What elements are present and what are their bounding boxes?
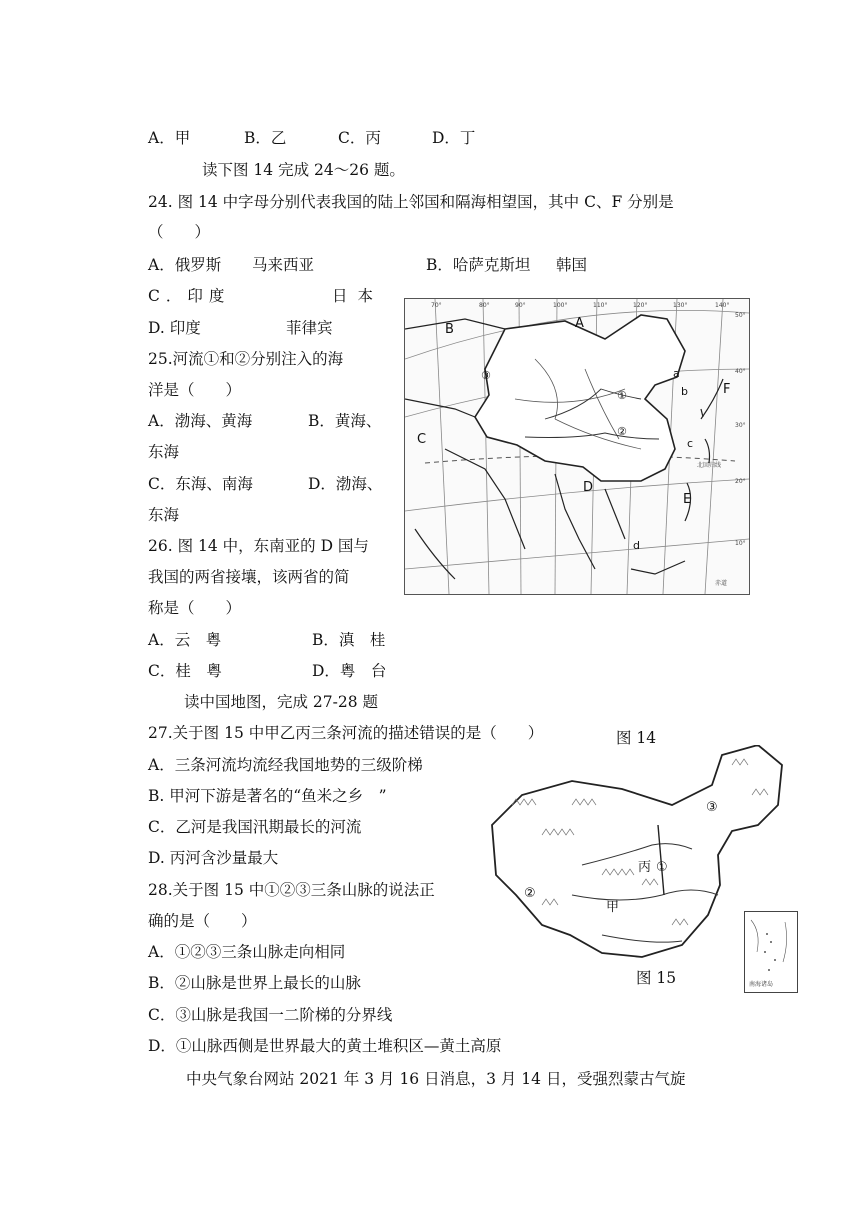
- q25-stem-line2: 洋是（ ）: [148, 381, 242, 399]
- q24-option-b-label: B．哈萨克斯坦: [426, 256, 531, 274]
- svg-text:③: ③: [481, 369, 491, 382]
- svg-text:③: ③: [706, 800, 718, 815]
- q28-option-b: B．②山脉是世界上最长的山脉: [148, 974, 361, 992]
- q27-option-b: B. 甲河下游是著名的“鱼米之乡 ”: [148, 787, 387, 805]
- svg-text:110°: 110°: [593, 302, 608, 309]
- svg-text:10°: 10°: [735, 540, 746, 547]
- q28-option-d: D．①山脉西侧是世界最大的黄土堆积区—黄土高原: [148, 1037, 502, 1055]
- figure-15-caption: 图 15: [636, 969, 677, 987]
- q25-option-b: B．黄海、: [308, 412, 382, 430]
- q24-option-d-value: 菲律宾: [286, 319, 333, 337]
- q24-option-d-label: D. 印度: [148, 319, 201, 337]
- q23-option-b: B．乙: [244, 129, 287, 147]
- svg-text:D: D: [583, 480, 594, 495]
- q24-option-b-value: 韩国: [556, 256, 588, 274]
- svg-text:②: ②: [617, 425, 627, 438]
- q25-option-c: C．东海、南海: [148, 475, 253, 493]
- q27-option-c: C．乙河是我国汛期最长的河流: [148, 818, 362, 836]
- q28-stem-line2: 确的是（ ）: [148, 912, 257, 930]
- svg-text:120°: 120°: [633, 302, 648, 309]
- q26-option-d: D．粤 台: [312, 662, 387, 680]
- svg-text:90°: 90°: [515, 302, 526, 309]
- q26-stem-line2: 我国的两省接壤，该两省的简: [148, 568, 350, 586]
- svg-text:20°: 20°: [735, 478, 746, 485]
- svg-text:①: ①: [656, 860, 668, 875]
- svg-text:B: B: [445, 322, 454, 337]
- svg-text:40°: 40°: [735, 368, 746, 375]
- svg-text:①: ①: [617, 389, 627, 402]
- svg-text:F: F: [723, 382, 731, 397]
- svg-text:a: a: [673, 367, 680, 380]
- q24-option-c-value: 日本: [332, 287, 384, 305]
- svg-text:E: E: [683, 492, 692, 507]
- intro-27-28: 读中国地图，完成 27-28 题: [184, 693, 379, 711]
- q23-option-a: A．甲: [148, 129, 191, 147]
- svg-text:140°: 140°: [715, 302, 730, 309]
- q23-option-c: C．丙: [338, 129, 381, 147]
- q28-option-c: C．③山脉是我国一二阶梯的分界线: [148, 1006, 393, 1024]
- closing-text: 中央气象台网站 2021 年 3 月 16 日消息，3 月 14 日，受强烈蒙古气旋: [186, 1070, 686, 1088]
- q27-stem: 27.关于图 15 中甲乙丙三条河流的描述错误的是（ ）: [148, 724, 544, 742]
- q26-option-c: C．桂 粤: [148, 662, 222, 680]
- q24-stem: 24. 图 14 中字母分别代表我国的陆上邻国和隔海相望国，其中 C、F 分别是: [148, 193, 674, 211]
- svg-text:丙: 丙: [638, 860, 652, 875]
- q28-option-a: A．①②③三条山脉走向相同: [148, 943, 346, 961]
- svg-text:70°: 70°: [431, 302, 442, 309]
- svg-text:c: c: [687, 437, 694, 450]
- q26-option-a: A．云 粤: [148, 631, 222, 649]
- south-china-sea-inset: [744, 911, 798, 993]
- q24-blank: （ ）: [148, 223, 211, 241]
- svg-text:30°: 30°: [735, 422, 746, 429]
- q27-option-d: D. 丙河含沙量最大: [148, 849, 279, 867]
- q25-stem-line1: 25.河流①和②分别注入的海: [148, 350, 344, 368]
- intro-24-26: 读下图 14 完成 24～26 题。: [202, 161, 405, 179]
- q26-option-b: B．滇 桂: [312, 631, 386, 649]
- figure-14-map: [404, 298, 750, 595]
- figure-14-caption: 图 14: [616, 729, 657, 747]
- svg-text:赤道: 赤道: [715, 580, 728, 587]
- svg-text:C: C: [417, 432, 427, 447]
- svg-text:甲: 甲: [606, 900, 620, 915]
- svg-text:130°: 130°: [673, 302, 688, 309]
- svg-text:50°: 50°: [735, 312, 746, 319]
- svg-text:②: ②: [524, 886, 536, 901]
- q25-option-d: D．渤海、: [308, 475, 383, 493]
- q26-stem-line3: 称是（ ）: [148, 599, 242, 617]
- svg-text:A: A: [575, 316, 584, 331]
- svg-text:80°: 80°: [479, 302, 490, 309]
- q25-option-a: A．渤海、黄海: [148, 412, 253, 430]
- q23-option-d: D．丁: [432, 129, 476, 147]
- q25-option-d-cont: 东海: [148, 506, 180, 524]
- q24-option-a-value: 马来西亚: [252, 256, 315, 274]
- q24-option-a-label: A．俄罗斯: [148, 256, 222, 274]
- q28-stem-line1: 28.关于图 15 中①②③三条山脉的说法正: [148, 881, 435, 899]
- svg-text:b: b: [681, 385, 688, 398]
- q26-stem-line1: 26. 图 14 中，东南亚的 D 国与: [148, 537, 369, 555]
- svg-text:南海诸岛: 南海诸岛: [749, 981, 774, 988]
- q25-option-b-cont: 东海: [148, 443, 180, 461]
- q24-option-c-label: C．印度: [148, 287, 231, 305]
- q27-option-a: A．三条河流均流经我国地势的三级阶梯: [148, 756, 423, 774]
- svg-text:100°: 100°: [553, 302, 568, 309]
- svg-text:d: d: [633, 539, 640, 552]
- svg-text:北回归线: 北回归线: [697, 462, 722, 469]
